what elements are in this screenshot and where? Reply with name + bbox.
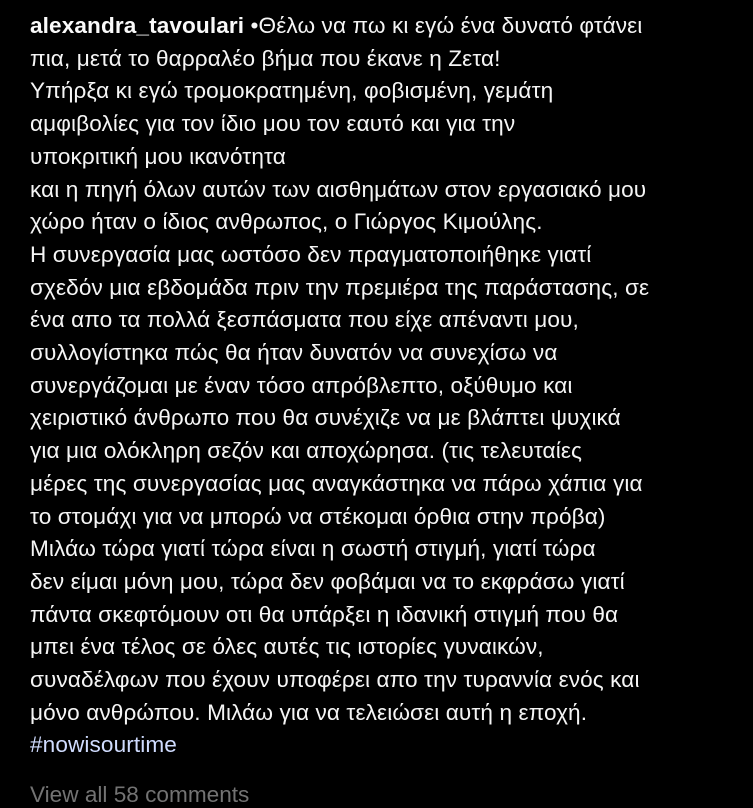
caption-line: αμφιβολίες για τον ίδιο μου τον εαυτό και για την: [30, 111, 516, 137]
caption-line: Μιλάω τώρα γιατί τώρα είναι η σωστή στιγμή, γιατί τώρα: [30, 536, 596, 562]
caption-line: Η συνεργασία μας ωστόσο δεν πραγματοποιήθηκε γιατί: [30, 241, 592, 267]
caption-line: το στομάχι για να μπορώ να στέκομαι όρθια στην πρόβα): [30, 503, 606, 529]
hashtag-link[interactable]: #nowisourtime: [30, 732, 177, 758]
caption-line: υποκριτική μου ικανότητα: [30, 143, 286, 169]
caption-line: μόνο ανθρώπου. Μιλάω για να τελειώσει αυτή η εποχή.: [30, 699, 588, 725]
caption-line: Υπήρξα κι εγώ τρομοκρατημένη, φοβισμένη, γεμάτη: [30, 78, 554, 104]
caption-line: μπει ένα τέλος σε όλες αυτές τις ιστορίες γυναικών,: [30, 634, 544, 660]
caption-line: συλλογίστηκα πώς θα ήταν δυνατόν να συνεχίσω να: [30, 340, 558, 366]
caption-first-line: •Θέλω να πω κι εγώ ένα δυνατό φτάνει: [250, 13, 643, 38]
caption-line: ένα απο τα πολλά ξεσπάσματα που είχε απέναντι μου,: [30, 307, 579, 333]
caption-line: και η πηγή όλων αυτών των αισθημάτων στον εργασιακό μου: [30, 176, 647, 202]
caption-line: δεν είμαι μόνη μου, τώρα δεν φοβάμαι να το εκφράσω γιατί: [30, 568, 625, 594]
caption-line: συνεργάζομαι με έναν τόσο απρόβλεπτο, οξύθυμο και: [30, 372, 573, 398]
caption-line: πια, μετά το θαρραλέο βήμα που έκανε η Ζετα!: [30, 45, 501, 71]
caption-line: χώρο ήταν ο ίδιος ανθρωπος, ο Γιώργος Κιμούλης.: [30, 209, 543, 235]
caption-line: συναδέλφων που έχουν υποφέρει απο την τυραννία ενός και: [30, 667, 640, 693]
post-caption-container: [30, 10, 745, 762]
caption-line: για μια ολόκληρη σεζόν και αποχώρησα. (τις τελευταίες: [30, 438, 582, 464]
caption-line: πάντα σκεφτόμουν οτι θα υπάρξει η ιδανική στιγμή που θα: [30, 601, 619, 627]
view-all-comments-link[interactable]: View all 58 comments: [30, 782, 250, 807]
caption-line: μέρες της συνεργασίας μας αναγκάστηκα να πάρω χάπια για: [30, 470, 643, 496]
username-link[interactable]: alexandra_tavoulari: [30, 13, 245, 38]
caption-line: σχεδόν μια εβδομάδα πριν την πρεμιέρα της παράστασης, σε: [30, 274, 650, 300]
caption-line: χειριστικό άνθρωπο που θα συνέχιζε να με βλάπτει ψυχικά: [30, 405, 621, 431]
caption-line: [30, 10, 745, 43]
caption-text: [30, 10, 745, 762]
